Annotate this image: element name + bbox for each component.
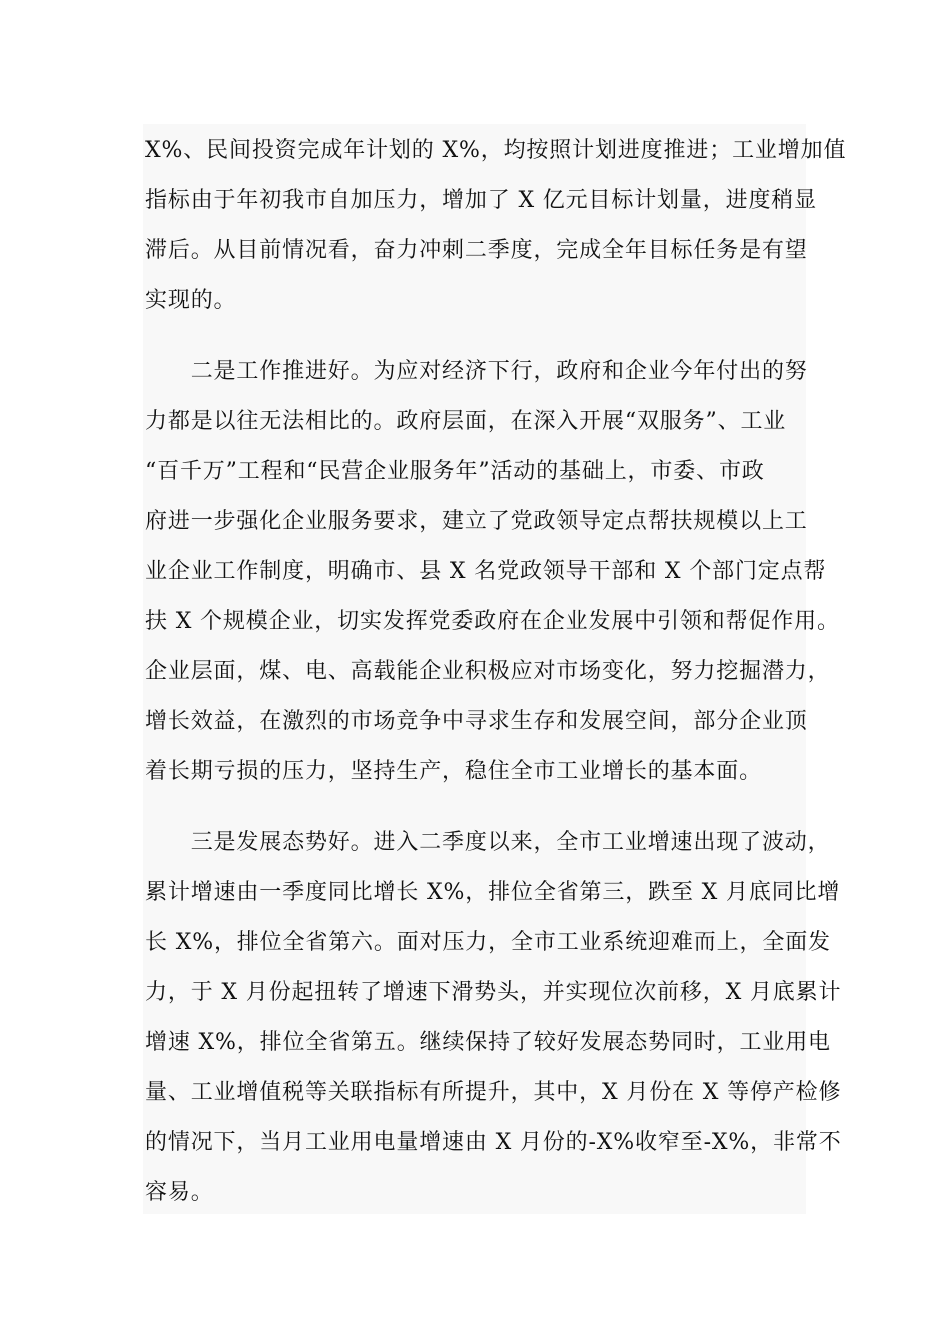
paragraph-line: 增长效益，在激烈的市场竞争中寻求生存和发展空间，部分企业顶: [145, 709, 808, 734]
paragraph-line: 实现的。: [145, 288, 237, 313]
paragraph-line: 增速 X%，排位全省第五。继续保持了较好发展态势同时，工业用电: [145, 1030, 831, 1055]
paragraph-line: 扶 X 个规模企业，切实发挥党委政府在企业发展中引领和帮促作用。: [145, 609, 840, 634]
paragraph-line: 力都是以往无法相比的。政府层面，在深入开展“双服务”、工业: [145, 409, 787, 434]
paragraph-line: 滞后。从目前情况看，奋力冲刺二季度，完成全年目标任务是有望: [145, 238, 808, 263]
paragraph-line: 的情况下，当月工业用电量增速由 X 月份的-X%收窄至-X%，非常不: [145, 1130, 842, 1155]
paragraph-2: [145, 347, 840, 797]
paragraph-line: 量、工业增值税等关联指标有所提升，其中，X 月份在 X 等停产检修: [145, 1080, 842, 1105]
paragraph-line: 指标由于年初我市自加压力，增加了 X 亿元目标计划量，进度稍显: [145, 188, 818, 213]
paragraph-line: 业企业工作制度，明确市、县 X 名党政领导干部和 X 个部门定点帮: [145, 559, 827, 584]
paragraph-line: 长 X%，排位全省第六。面对压力，全市工业系统迎难而上，全面发: [145, 930, 831, 955]
paragraph-line: 着长期亏损的压力，坚持生产，稳住全市工业增长的基本面。: [145, 759, 762, 784]
paragraph-line: 三是发展态势好。进入二季度以来，全市工业增速出现了波动，: [145, 830, 831, 855]
paragraph-line: “百千万”工程和“民营企业服务年”活动的基础上，市委、市政: [145, 459, 765, 484]
paragraph-line: 力，于 X 月份起扭转了增速下滑势头，并实现位次前移，X 月底累计: [145, 980, 842, 1005]
paragraph-3: [145, 818, 842, 1218]
paragraph-line: 累计增速由一季度同比增长 X%，排位全省第三，跌至 X 月底同比增: [145, 880, 841, 905]
paragraph-1: [145, 126, 847, 326]
paragraph-line: X%、民间投资完成年计划的 X%，均按照计划进度推进；工业增加值: [145, 138, 847, 163]
paragraph-line: 企业层面，煤、电、高载能企业积极应对市场变化，努力挖掘潜力，: [145, 659, 831, 684]
paragraph-line: 府进一步强化企业服务要求，建立了党政领导定点帮扶规模以上工: [145, 509, 808, 534]
paragraph-line: 二是工作推进好。为应对经济下行，政府和企业今年付出的努: [145, 359, 808, 384]
paragraph-line: 容易。: [145, 1180, 214, 1205]
